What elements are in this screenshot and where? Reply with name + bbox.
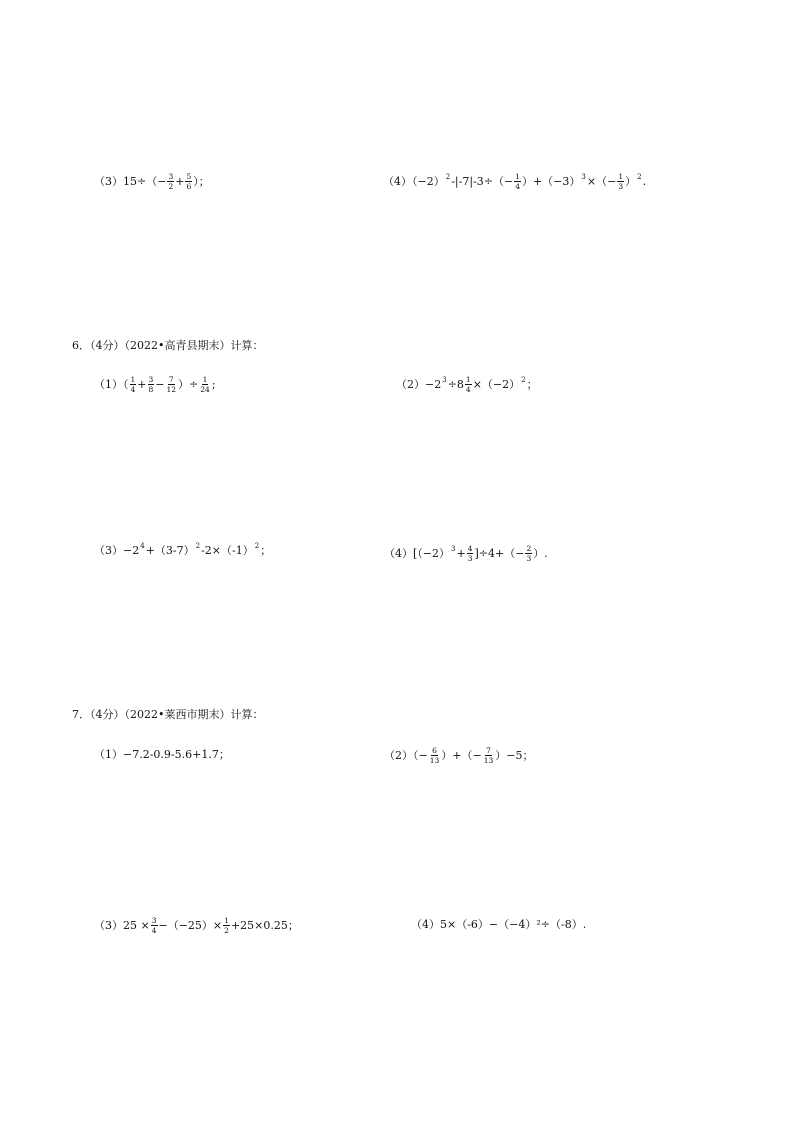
- exponent: 2: [254, 542, 260, 550]
- fraction: $\frac{1}{3}$: [618, 172, 624, 191]
- fraction: $\frac{5}{6}$: [186, 172, 192, 191]
- exponent: 4: [140, 542, 145, 550]
- q7-part3: （3）25 × $\frac{3}{4}$ −（−25）× $\frac{1}{2}$ +25×0.25；: [94, 916, 299, 935]
- exponent: 3: [581, 173, 586, 182]
- q5-part3: （3）15÷（− $\frac{3}{2}$ + $\frac{5}{6}$ ）；: [94, 172, 210, 191]
- fraction: $\frac{7}{13}$: [483, 746, 494, 765]
- fraction: $\frac{6}{13}$: [429, 746, 440, 765]
- exponent: 2: [195, 542, 201, 550]
- exponent: 2: [445, 173, 451, 182]
- fraction: $\frac{3}{2}$: [168, 172, 174, 191]
- exponent: 2: [637, 173, 642, 182]
- fraction: $\frac{3}{4}$: [151, 916, 157, 935]
- fraction: $\frac{1}{4}$: [130, 375, 136, 394]
- fraction: $\frac{1}{4}$: [465, 375, 471, 394]
- exponent: 3: [451, 545, 456, 554]
- exponent: 3: [442, 376, 447, 385]
- q6-part2: （2）−2 3 ÷8 $\frac{1}{4}$ ×（−2） 2 ；: [396, 375, 538, 394]
- fraction: $\frac{1}{2}$: [224, 916, 229, 935]
- fraction: $\frac{2}{3}$: [526, 544, 532, 563]
- exponent: 2: [521, 376, 526, 385]
- q5-part4: （4）（−2） 2 -|-7|-3÷（− $\frac{1}{4}$ ）+（−3） 3 ×（− $\frac{1}{3}$ ） 2 .: [383, 172, 647, 191]
- fraction: $\frac{1}{24}$: [200, 375, 210, 394]
- q7-part2: （2）（− $\frac{6}{13}$ ）+（− $\frac{7}{13}$ ）−5；: [384, 746, 534, 765]
- q6-part3: （3）−2 4 +（3-7） 2 -2×（-1） 2 ；: [94, 542, 272, 557]
- q7-heading: 7．（4分）（2022•莱西市期末）计算：: [72, 708, 264, 721]
- fraction: $\frac{7}{12}$: [166, 375, 177, 394]
- fraction: $\frac{1}{4}$: [515, 172, 520, 191]
- q6-part4: （4）[（−2） 3 + $\frac{4}{3}$ ]÷4+（− $\frac{2}{3}$ ）.: [384, 544, 548, 563]
- q6-heading: 6．（4分）（2022•高青县期末）计算：: [72, 339, 264, 352]
- q7-part1: （1）−7.2-0.9-5.6+1.7；: [94, 748, 230, 761]
- fraction: $\frac{3}{8}$: [148, 375, 154, 394]
- q6-part1: （1）（ $\frac{1}{4}$ + $\frac{3}{8}$ − $\frac{7}{12}$ ）÷ $\frac{1}{24}$ ;: [94, 375, 216, 394]
- q7-part4: （4）5×（-6）−（−4）²÷（-8）.: [411, 918, 587, 931]
- fraction: $\frac{4}{3}$: [467, 544, 473, 563]
